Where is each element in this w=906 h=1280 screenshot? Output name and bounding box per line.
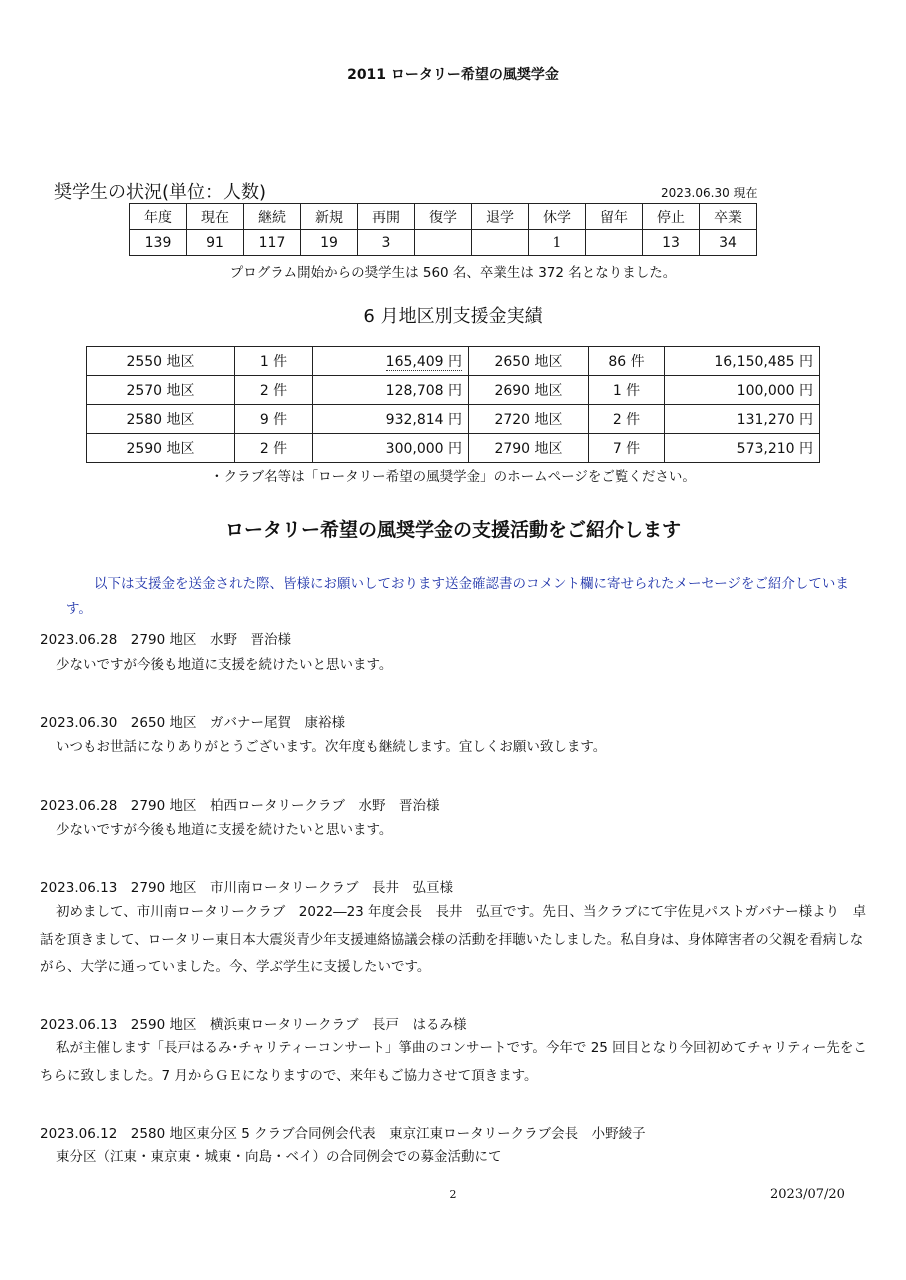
header-cell: 停止	[643, 204, 700, 230]
header-cell: 継続	[244, 204, 301, 230]
header-cell: 現在	[187, 204, 244, 230]
header-cell: 留年	[586, 204, 643, 230]
message-header: 2023.06.30 2650 地区 ガバナー尾賀 康裕様	[40, 715, 345, 731]
activities-intro: 以下は支援金を送金された際、皆様にお願いしております送金確認書のコメント欄に寄せられたメーセージをご紹介しています。	[66, 576, 849, 617]
header-cell: 年度	[130, 204, 187, 230]
message-header: 2023.06.12 2580 地区東分区 5 クラブ合同例会代表 東京江東ロータリークラブ会長 小野綾子	[40, 1126, 646, 1142]
header-cell: 再開	[358, 204, 415, 230]
amount-text: 165,409 円	[385, 354, 462, 370]
status-section-title: 奨学生の状況(単位：人数)	[54, 182, 267, 203]
value-cell	[586, 230, 643, 256]
count-cell: 2 件	[589, 405, 665, 434]
message-body: 東分区（江東・東京東・城東・向島・ベイ）の合同例会での募金活動にて	[56, 1149, 502, 1165]
header-cell: 復学	[415, 204, 472, 230]
header-cell: 退学	[472, 204, 529, 230]
support-section-title: 6 月地区別支援金実績	[363, 306, 543, 327]
district-cell: 2690 地区	[469, 376, 589, 405]
value-cell: 19	[301, 230, 358, 256]
page-number: 2	[449, 1188, 457, 1201]
message-body: いつもお世話になりありがとうございます。次年度も継続します。宜しくお願い致します。	[56, 739, 607, 755]
value-cell: 1	[529, 230, 586, 256]
district-cell: 2720 地区	[469, 405, 589, 434]
district-cell: 2570 地区	[87, 376, 235, 405]
scholar-status-table	[129, 203, 757, 256]
status-as-of-date: 2023.06.30 現在	[661, 186, 758, 200]
message-header: 2023.06.13 2590 地区 横浜東ロータリークラブ 長戸 はるみ様	[40, 1017, 467, 1033]
amount-cell: 573,210 円	[665, 434, 820, 463]
message-header: 2023.06.28 2790 地区 水野 晋治様	[40, 632, 291, 648]
count-cell: 2 件	[235, 434, 313, 463]
district-cell: 2580 地区	[87, 405, 235, 434]
message-body: 少ないですが今後も地道に支援を続けたいと思います。	[56, 822, 393, 838]
status-value-row	[130, 230, 757, 256]
amount-cell: 128,708 円	[313, 376, 469, 405]
table-row	[87, 434, 820, 463]
header-cell: 新規	[301, 204, 358, 230]
message-body: 私が主催します「長戸はるみ･チャリティーコンサート」箏曲のコンサートです。今年で 25 回目となり今回初めてチャリティー先をこちらに致しました。7 月からＧＥになりますので、来年もご協力させて頂きます。	[40, 1040, 867, 1084]
table-row	[87, 376, 820, 405]
value-cell	[415, 230, 472, 256]
amount-cell: 100,000 円	[665, 376, 820, 405]
table-row	[87, 405, 820, 434]
value-cell: 139	[130, 230, 187, 256]
message-body: 少ないですが今後も地道に支援を続けたいと思います。	[56, 657, 393, 673]
status-header-row	[130, 204, 757, 230]
header-cell: 卒業	[700, 204, 757, 230]
count-cell: 9 件	[235, 405, 313, 434]
amount-cell: 16,150,485 円	[665, 347, 820, 376]
header-cell: 休学	[529, 204, 586, 230]
value-cell	[472, 230, 529, 256]
count-cell: 7 件	[589, 434, 665, 463]
message-header: 2023.06.28 2790 地区 柏西ロータリークラブ 水野 晋治様	[40, 798, 440, 814]
count-cell: 1 件	[589, 376, 665, 405]
district-support-table	[86, 346, 820, 463]
count-cell: 2 件	[235, 376, 313, 405]
district-cell: 2550 地区	[87, 347, 235, 376]
message-body: 初めまして、市川南ロータリークラブ 2022―23 年度会長 長井 弘亘です。先日、当クラブにて宇佐見パストガバナー様より 卓話を頂きまして、ロータリー東日本大震災青少年支援連絡協議会様の活動を拝聴いたしました。私自身は、身体障害者の父親を看病しながら、大学に通っていました。今、学ぶ学生に支援したいです。	[40, 904, 867, 975]
message-header: 2023.06.13 2790 地区 市川南ロータリークラブ 長井 弘亘様	[40, 880, 453, 896]
amount-cell: 300,000 円	[313, 434, 469, 463]
value-cell: 13	[643, 230, 700, 256]
amount-cell: 131,270 円	[665, 405, 820, 434]
amount-cell	[313, 347, 469, 376]
district-cell: 2650 地区	[469, 347, 589, 376]
support-note: ・クラブ名等は「ロータリー希望の風奨学金」のホームページをご覧ください。	[210, 469, 696, 485]
table-row	[87, 347, 820, 376]
amount-cell: 932,814 円	[313, 405, 469, 434]
count-cell: 86 件	[589, 347, 665, 376]
status-note: プログラム開始からの奨学生は 560 名、卒業生は 372 名となりました。	[229, 265, 677, 281]
value-cell: 3	[358, 230, 415, 256]
value-cell: 91	[187, 230, 244, 256]
district-cell: 2590 地区	[87, 434, 235, 463]
footer-date: 2023/07/20	[770, 1187, 845, 1202]
value-cell: 117	[244, 230, 301, 256]
document-title: 2011 ロータリー希望の風奨学金	[347, 67, 559, 83]
count-cell: 1 件	[235, 347, 313, 376]
activities-section-title: ロータリー希望の風奨学金の支援活動をご紹介します	[224, 519, 681, 541]
district-cell: 2790 地区	[469, 434, 589, 463]
value-cell: 34	[700, 230, 757, 256]
